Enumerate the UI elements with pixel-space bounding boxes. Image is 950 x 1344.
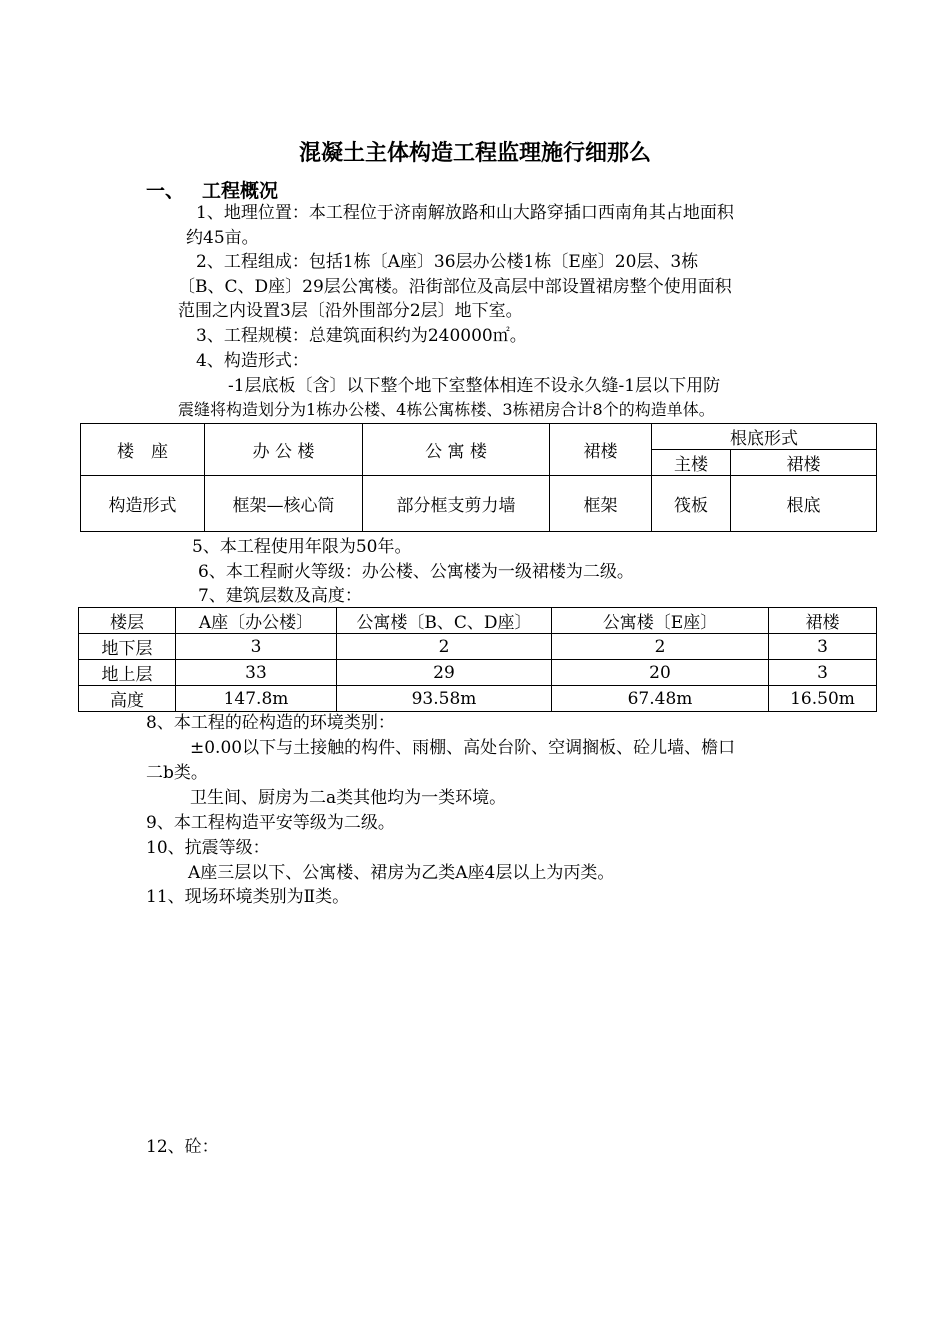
- cell-main-foundation: 筏板: [652, 476, 731, 532]
- floors-header-1: A座〔办公楼〕: [176, 608, 337, 634]
- para-safety: 9、本工程构造平安等级为二级。: [146, 813, 395, 833]
- para-composition-cont2: 范围之内设置3层〔沿外围部分2层〕地下室。: [178, 301, 523, 321]
- page-title: 混凝土主体构造工程监理施行细那么: [298, 141, 651, 166]
- floors-cell: 2: [552, 634, 769, 660]
- header-podium: 裙楼: [550, 424, 652, 476]
- para-seismic: 10、抗震等级：: [146, 838, 270, 858]
- para-service-life: 5、本工程使用年限为50年。: [192, 537, 412, 557]
- para-seismic-detail: A座三层以下、公寓楼、裙房为乙类A座4层以上为丙类。: [188, 863, 615, 883]
- floors-cell: 2: [337, 634, 552, 660]
- para-environment-detail: ±0.00以下与土接触的构件、雨棚、高处台阶、空调搁板、砼儿墙、檐口: [190, 738, 736, 758]
- header-podium-foundation: 裙楼: [731, 450, 877, 476]
- cell-podium-foundation: 根底: [731, 476, 877, 532]
- para-floors-heights: 7、建筑层数及高度：: [198, 586, 362, 606]
- floors-cell: 20: [552, 660, 769, 686]
- floors-header-3: 公寓楼〔E座〕: [552, 608, 769, 634]
- floors-cell: 67.48m: [552, 686, 769, 712]
- section-number: 一、: [146, 180, 185, 202]
- cell-office-structure: 框架—核心筒: [205, 476, 363, 532]
- para-composition: 2、工程组成：包括1栋〔A座〕36层办公楼1栋〔E座〕20层、3栋: [196, 252, 699, 272]
- row-structure-label: 构造形式: [81, 476, 205, 532]
- para-structure: 4、构造形式：: [196, 351, 309, 371]
- header-main-building: 主楼: [652, 450, 731, 476]
- header-foundation: 根底形式: [652, 424, 877, 450]
- para-scale: 3、工程规模：总建筑面积约为240000㎡。: [196, 326, 527, 346]
- floors-cell: 147.8m: [176, 686, 337, 712]
- cell-podium-structure: 框架: [550, 476, 652, 532]
- para-site-env: 11、现场环境类别为Ⅱ类。: [146, 887, 350, 907]
- floors-header-0: 楼层: [79, 608, 176, 634]
- floors-cell: 3: [769, 660, 877, 686]
- para-environment-detail2: 卫生间、厨房为二a类其他均为一类环境。: [190, 788, 507, 808]
- cell-apartment-structure: 部分框支剪力墙: [363, 476, 550, 532]
- floors-cell: 地上层: [79, 660, 176, 686]
- structure-table: [80, 423, 877, 532]
- floors-cell: 29: [337, 660, 552, 686]
- floors-cell: 地下层: [79, 634, 176, 660]
- header-building: 楼 座: [81, 424, 205, 476]
- floors-header-4: 裙楼: [769, 608, 877, 634]
- floors-cell: 33: [176, 660, 337, 686]
- para-environment: 8、本工程的砼构造的环境类别：: [146, 713, 395, 733]
- floors-header-2: 公寓楼〔B、C、D座〕: [337, 608, 552, 634]
- para-composition-cont1: 〔B、C、D座〕29层公寓楼。沿街部位及高层中部设置裙房整个使用面积: [178, 277, 732, 297]
- floors-cell: 93.58m: [337, 686, 552, 712]
- para-environment-detail-cont: 二b类。: [146, 763, 208, 783]
- para-fire-rating: 6、本工程耐火等级：办公楼、公寓楼为一级裙楼为二级。: [198, 562, 634, 582]
- para-structure-detail-cont: 震缝将构造划分为1栋办公楼、4栋公寓栋楼、3栋裙房合计8个的构造单体。: [178, 400, 715, 419]
- section-heading: 工程概况: [202, 180, 279, 202]
- floors-cell: 高度: [79, 686, 176, 712]
- header-office: 办 公 楼: [205, 424, 363, 476]
- floors-cell: 3: [769, 634, 877, 660]
- para-location-cont: 约45亩。: [186, 228, 259, 248]
- floors-table: [78, 607, 877, 712]
- floors-cell: 16.50m: [769, 686, 877, 712]
- para-structure-detail: -1层底板〔含〕以下整个地下室整体相连不设永久缝-1层以下用防: [228, 376, 721, 396]
- para-concrete: 12、砼：: [146, 1137, 219, 1157]
- floors-cell: 3: [176, 634, 337, 660]
- para-location: 1、地理位置：本工程位于济南解放路和山大路穿插口西南角其占地面积: [196, 203, 734, 223]
- header-apartment: 公 寓 楼: [363, 424, 550, 476]
